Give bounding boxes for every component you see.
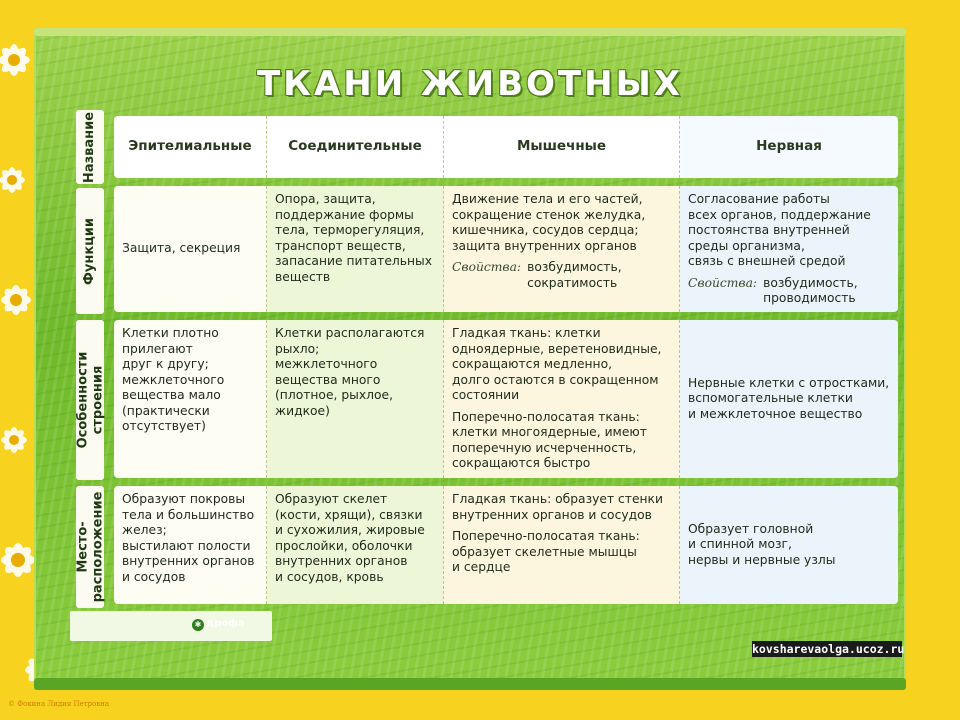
functions-epithelial: Защита, секреция <box>114 186 267 312</box>
properties-label: Свойства: <box>688 275 758 290</box>
copyright: © Фокина Лидия Петровна <box>8 700 110 708</box>
functions-connective: Опора, защита, поддержание формы тела, терморегуляция, транспорт веществ, запасание питательных веществ <box>267 186 444 312</box>
functions-row <box>114 186 898 312</box>
row-label-structure: Особенности строения <box>76 320 104 480</box>
header-connective: Соединительные <box>267 116 444 178</box>
header-nervous: Нервная <box>680 116 898 178</box>
location-nervous: Образует головной и спинной мозг, нервы и нервные узлы <box>680 486 898 604</box>
functions-nervous: Согласование работы всех органов, поддержание постоянства внутренней среды организма, связь с внешней средой Свойства: возбудимость, проводимость <box>680 186 898 312</box>
header-epithelial: Эпителиальные <box>114 116 267 178</box>
header-muscle: Мышечные <box>444 116 680 178</box>
poster <box>34 28 906 690</box>
row-label-location: Место- расположение <box>76 486 104 608</box>
properties-label: Свойства: <box>452 260 522 274</box>
structure-connective: Клетки располагаются рыхло; межклеточного вещества много (плотное, рыхлое, жидкое) <box>267 320 444 478</box>
functions-muscle: Движение тела и его частей, сокращение стенок желудка, кишечника, сосудов сердца; защита внутренних органов Свойства: возбудимость, сократимость <box>444 186 680 312</box>
location-epithelial: Образуют покровы тела и большинство желез; выстилают полости внутренних органов и сосудов <box>114 486 267 604</box>
website-label: kovsharevaolga.ucoz.ru <box>752 642 905 656</box>
structure-nervous: Нервные клетки с отростками, вспомогательные клетки и межклеточное вещество <box>680 320 898 478</box>
structure-muscle: Гладкая ткань: клетки одноядерные, веретеновидные, сокращаются медленно, долго остаются в сокращенном состоянии Поперечно-полосатая ткань: клетки многоядерные, имеют поперечную исчерченность, сокращаются быстро <box>444 320 680 478</box>
page-title: ТКАНИ ЖИВОТНЫХ <box>256 64 684 104</box>
location-row <box>114 486 898 604</box>
header-row <box>114 116 898 178</box>
top-stripe <box>34 28 906 36</box>
bottom-stripe <box>34 678 906 690</box>
structure-row <box>114 320 898 478</box>
row-label-name: Название <box>76 110 104 184</box>
properties-value: возбудимость, сократимость <box>527 260 622 290</box>
properties-value: возбудимость, проводимость <box>763 275 858 305</box>
publisher-logo-icon: ✱ <box>192 619 204 631</box>
location-muscle: Гладкая ткань: образует стенки внутренних органов и сосудов Поперечно-полосатая ткань: образует скелетные мышцы и сердце <box>444 486 680 604</box>
publisher-name: дрофа <box>206 618 245 629</box>
location-connective: Образуют скелет (кости, хрящи), связки и сухожилия, жировые прослойки, оболочки внутренних органов и сосудов, кровь <box>267 486 444 604</box>
row-label-functions: Функции <box>76 188 104 314</box>
structure-epithelial: Клетки плотно прилегают друг к другу; межклеточного вещества мало (практически отсутствует) <box>114 320 267 478</box>
